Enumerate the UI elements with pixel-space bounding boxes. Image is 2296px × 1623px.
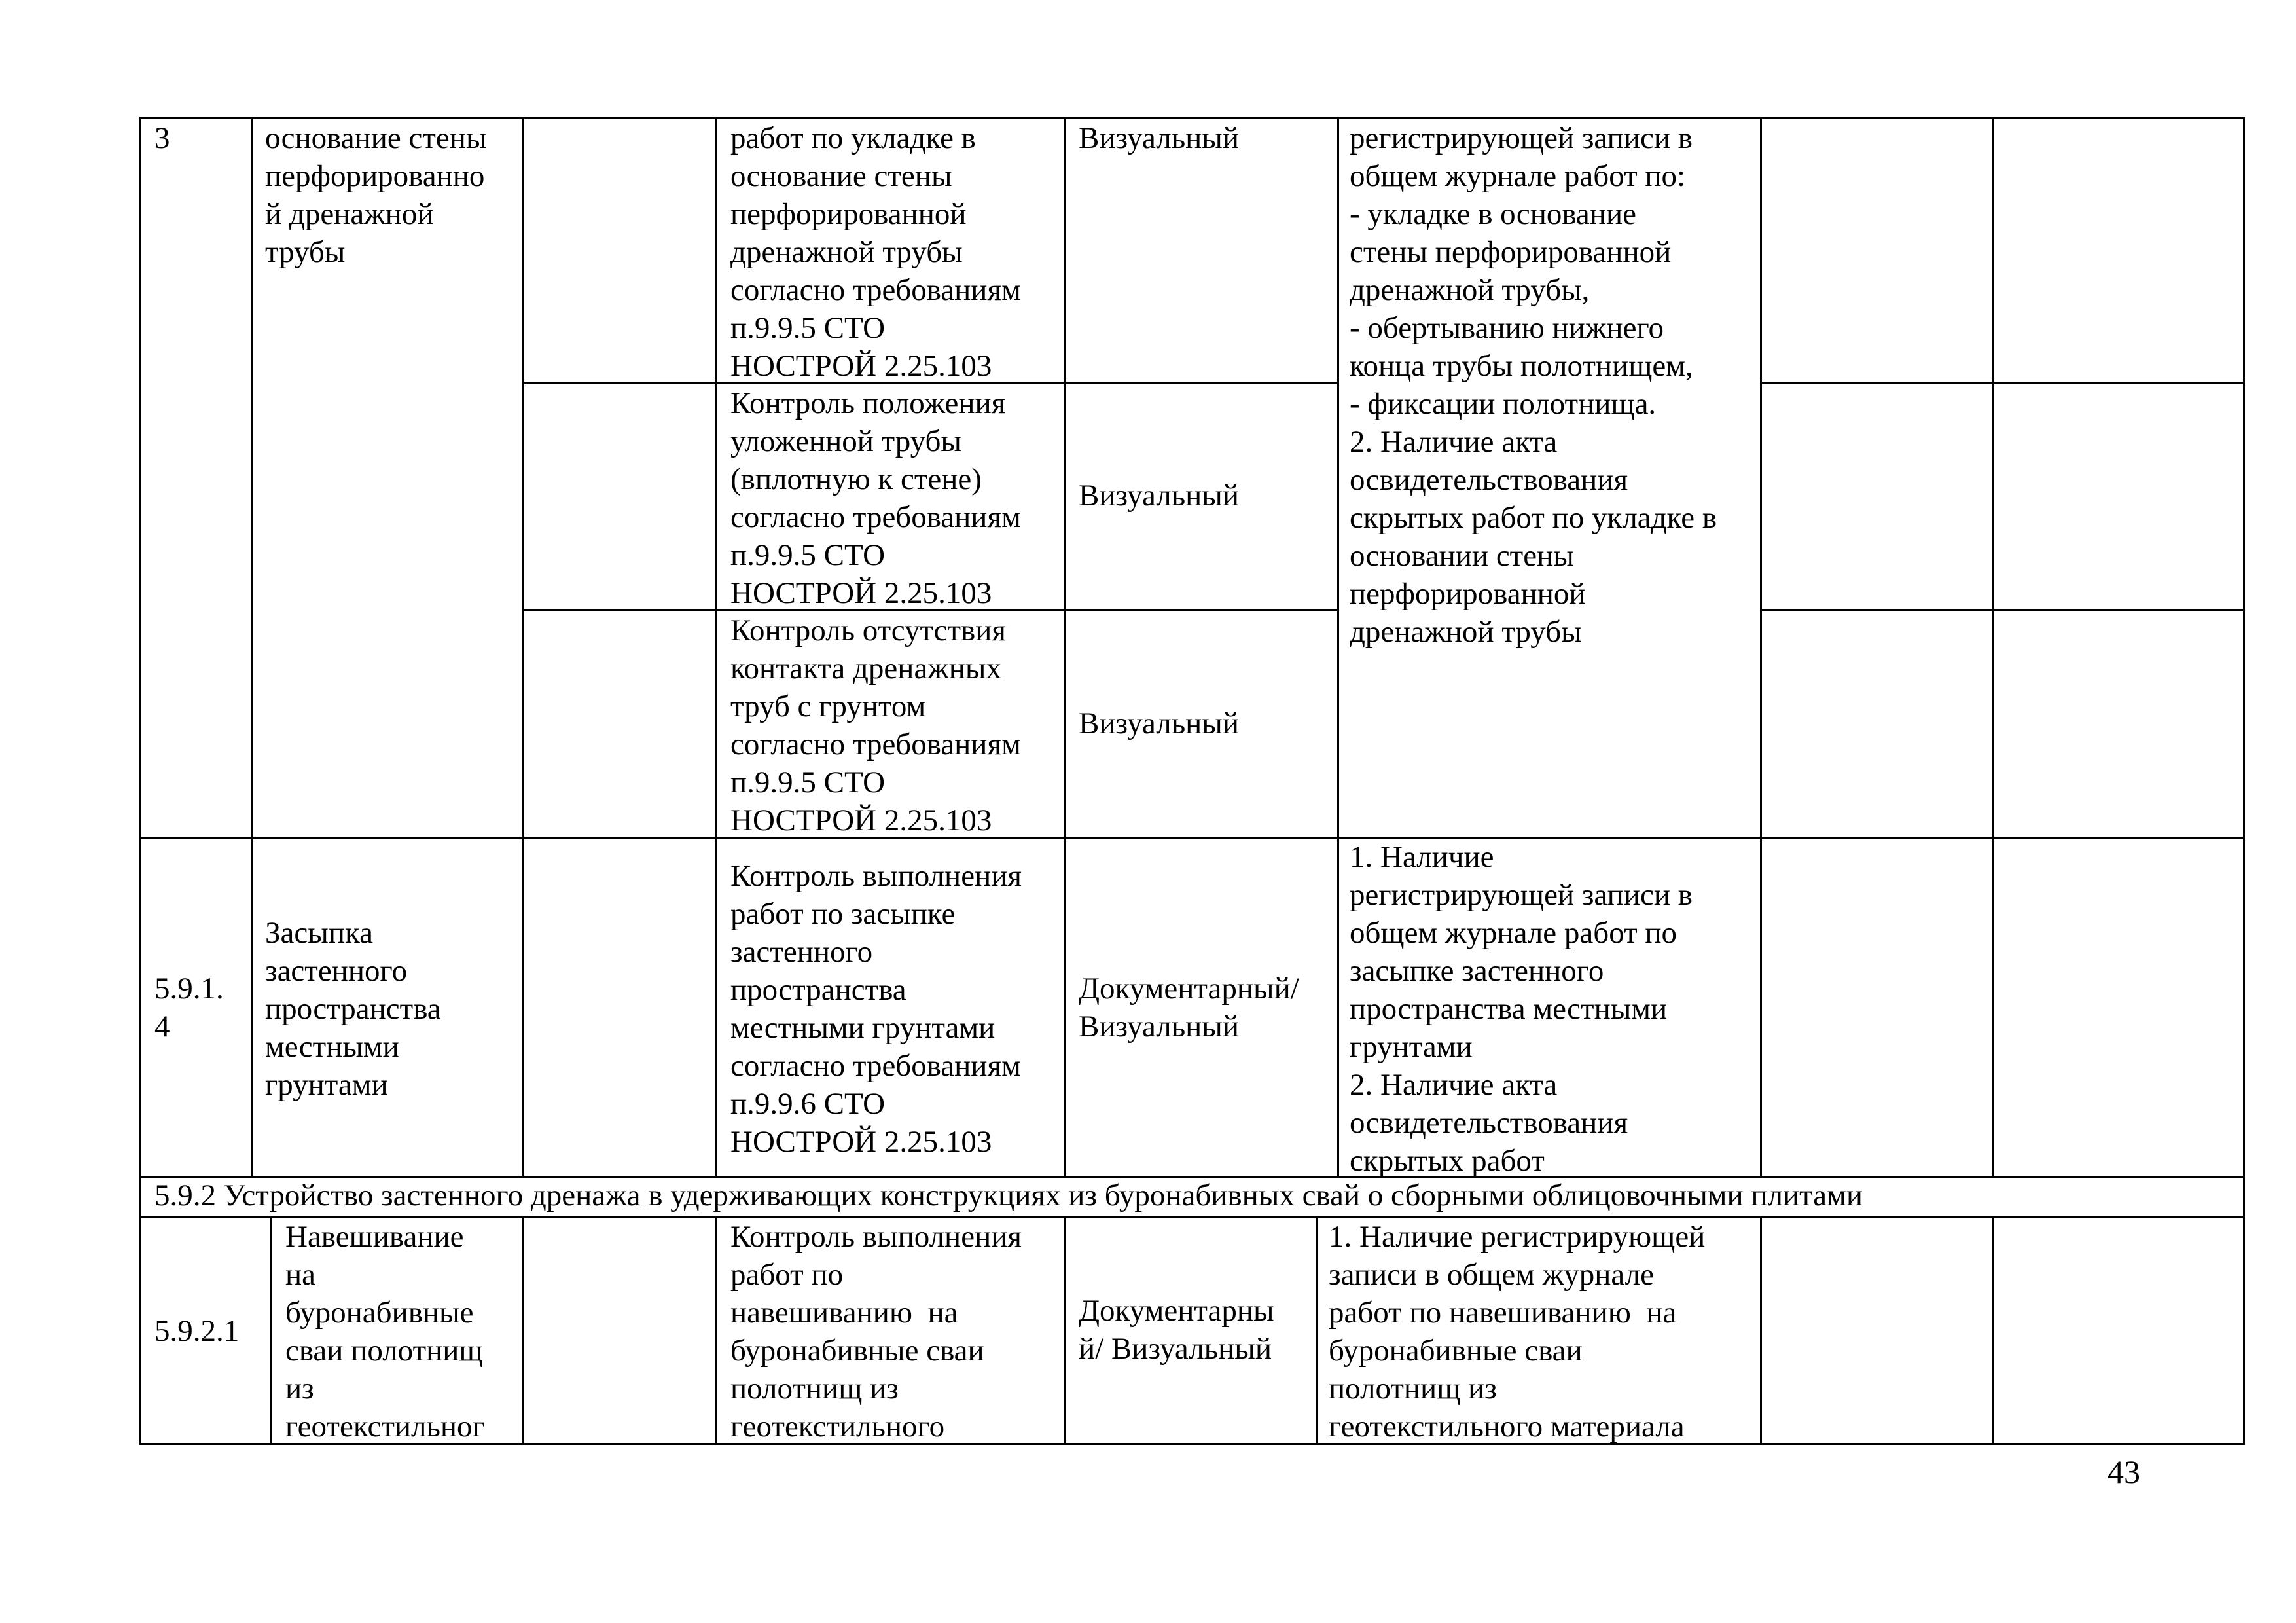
check-description: работ по укладке в основание стены перфорированной дренажной трубы согласно требованиям п.9.9.5 СТО НОСТРОЙ 2.25.103 bbox=[730, 121, 1021, 383]
section-header: 5.9.2 Устройство застенного дренажа в удерживающих конструкциях из буронабивных свай о сборными облицовочными плитами bbox=[154, 1178, 1863, 1213]
work-name: Навешивание на буронабивные сваи полотнищ из геотекстильног bbox=[285, 1220, 485, 1444]
column-divider bbox=[715, 1216, 717, 1445]
control-method: Документарны й/ Визуальный bbox=[1079, 1294, 1274, 1366]
check-description: Контроль положения уложенной трубы (вплотную к стене) согласно требованиям п.9.9.5 СТО НОСТРОЙ 2.25.103 bbox=[730, 386, 1021, 610]
row-number: 5.9.2.1 bbox=[154, 1314, 240, 1348]
control-method: Документарный/ Визуальный bbox=[1079, 972, 1299, 1044]
column-divider bbox=[1992, 117, 1994, 1178]
table-top-border bbox=[139, 117, 2245, 119]
required-documents: 1. Наличие регистрирующей записи в общем журнале работ по засыпке застенного пространства местными грунтами 2. Наличие акта освидетельствования скрытых работ bbox=[1350, 840, 1693, 1178]
column-divider bbox=[715, 117, 717, 1178]
row-number: 3 bbox=[154, 121, 170, 155]
row-divider bbox=[139, 837, 2245, 839]
required-documents: 1. Наличие регистрирующей записи в общем журнале работ по навешиванию на буронабивные сваи полотнищ из геотекстильного материала bbox=[1329, 1220, 1706, 1444]
work-name: Засыпка застенного пространства местными грунтами bbox=[265, 916, 441, 1102]
control-method: Визуальный bbox=[1079, 121, 1240, 155]
column-divider bbox=[1064, 1216, 1066, 1445]
column-divider bbox=[522, 1216, 524, 1445]
column-divider bbox=[1992, 1216, 1994, 1445]
table-left-border bbox=[139, 117, 141, 1445]
column-divider bbox=[522, 117, 524, 1178]
row-divider bbox=[1760, 609, 2245, 611]
row-number: 5.9.1. 4 bbox=[154, 972, 224, 1044]
column-divider bbox=[270, 1216, 272, 1445]
work-name: основание стены перфорированно й дренажной трубы bbox=[265, 121, 487, 269]
check-description: Контроль выполнения работ по навешиванию на буронабивные сваи полотнищ из геотекстильного bbox=[730, 1220, 1022, 1444]
table-right-border bbox=[2243, 117, 2245, 1445]
control-method: Визуальный bbox=[1079, 706, 1240, 740]
column-divider bbox=[251, 117, 253, 1178]
check-description: Контроль выполнения работ по засыпке застенного пространства местными грунтами согласно требованиям п.9.9.6 СТО НОСТРОЙ 2.25.103 bbox=[730, 859, 1022, 1159]
column-divider bbox=[1337, 117, 1339, 1178]
column-divider bbox=[1316, 1216, 1318, 1445]
row-divider bbox=[1760, 382, 2245, 384]
column-divider bbox=[1760, 117, 1762, 1178]
required-documents: регистрирующей записи в общем журнале работ по: - укладке в основание стены перфорированной дренажной трубы, - обертыванию нижнего конца трубы полотнищем, - фиксации полотнища. 2. Наличие акта освидетельствования скрытых работ по укладке в основании стены перфорированной дренажной трубы bbox=[1350, 121, 1717, 649]
column-divider bbox=[1760, 1216, 1762, 1445]
check-description: Контроль отсутствия контакта дренажных труб с грунтом согласно требованиям п.9.9.5 СТО НОСТРОЙ 2.25.103 bbox=[730, 613, 1021, 837]
page-number: 43 bbox=[2108, 1453, 2140, 1490]
column-divider bbox=[1064, 117, 1066, 1178]
control-method: Визуальный bbox=[1079, 479, 1240, 513]
